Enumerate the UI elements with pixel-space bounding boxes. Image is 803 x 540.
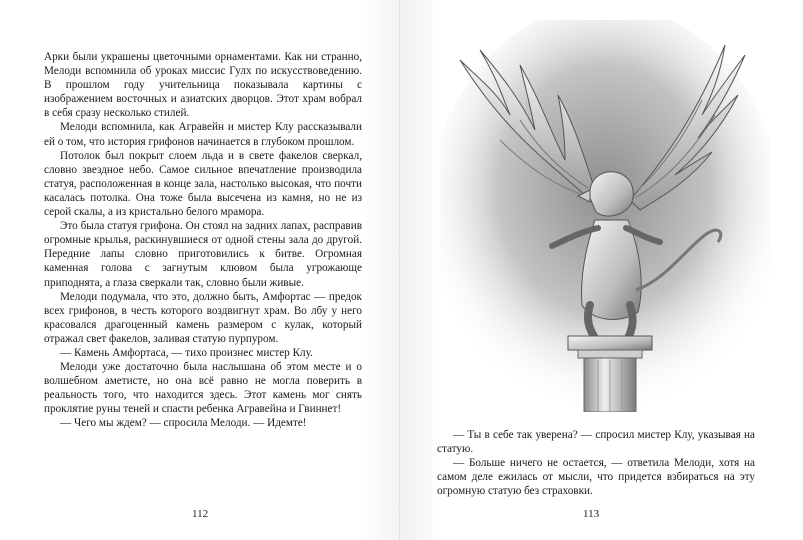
paragraph: — Ты в себе так уверена? — спросил мистер Клу, указывая на статую. (437, 429, 755, 456)
left-page-text (44, 50, 362, 431)
right-page-text (437, 428, 755, 498)
paragraph: Мелоди подумала, что это, должно быть, Амфортас — предок всех грифонов, в честь которого воздвигнут храм. Во лбу у него красовался драгоценный камень размером с кулак, который отражал свет факелов, заливая статую пурпуром. (44, 290, 362, 345)
paragraph: — Камень Амфортаса, — тихо произнес мистер Клу. (60, 346, 313, 359)
statue-plinth (568, 336, 652, 350)
page-number-left: 112 (192, 508, 209, 520)
paragraph: Мелоди уже достаточно была наслышана об этом месте и о волшебном аметисте, но она всё равно не могла поверить в реальность того, что находится здесь. Этот камень мог снять проклятие руны теней и спасти ребенка Агравейна и Гвиннет! (44, 361, 362, 416)
page-number-right: 113 (583, 508, 600, 520)
griffin-statue-illustration (440, 20, 770, 412)
paragraph: Потолок был покрыт слоем льда и в свете факелов сверкал, словно звездное небо. Самое сильное впечатление производила статуя, расположенная в конце зала, настолько высокая, что почти касалась потолка. Она тоже была высечена из камня, но не из серой скалы, а из кристально белого мрамора. (44, 149, 362, 219)
paragraph: Это была статуя грифона. Он стоял на задних лапах, расправив огромные крылья, раскинувшиеся от одной стены зала до другой. Передние лапы словно приготовились к битве. Огромная каменная голова с загнутым клювом была угрожающе приподнята, а глаза сверкали так, словно были живые. (44, 220, 362, 289)
paragraph: — Чего мы ждем? — спросила Мелоди. — Идемте! (60, 417, 307, 430)
paragraph: Мелоди вспомнила, как Агравейн и мистер Клу рассказывали ей о том, что история грифонов начинается в глубоком прошлом. (44, 121, 362, 148)
paragraph: — Больше ничего не остается, — ответила Мелоди, хотя на самом деле ежилась от мысли, что придется взбираться на эту огромную статую без страховки. (437, 457, 755, 498)
paragraph: Арки были украшены цветочными орнаментами. Как ни странно, Мелоди вспомнила об уроках миссис Гулх по искусствоведению. В прошлом году учительница показывала картины с изображением восточных и азиатских дворцов. Этот храм вобрал в себя сразу несколько стилей. (44, 51, 362, 120)
left-page (0, 0, 401, 540)
statue-plinth-lower (578, 350, 642, 358)
